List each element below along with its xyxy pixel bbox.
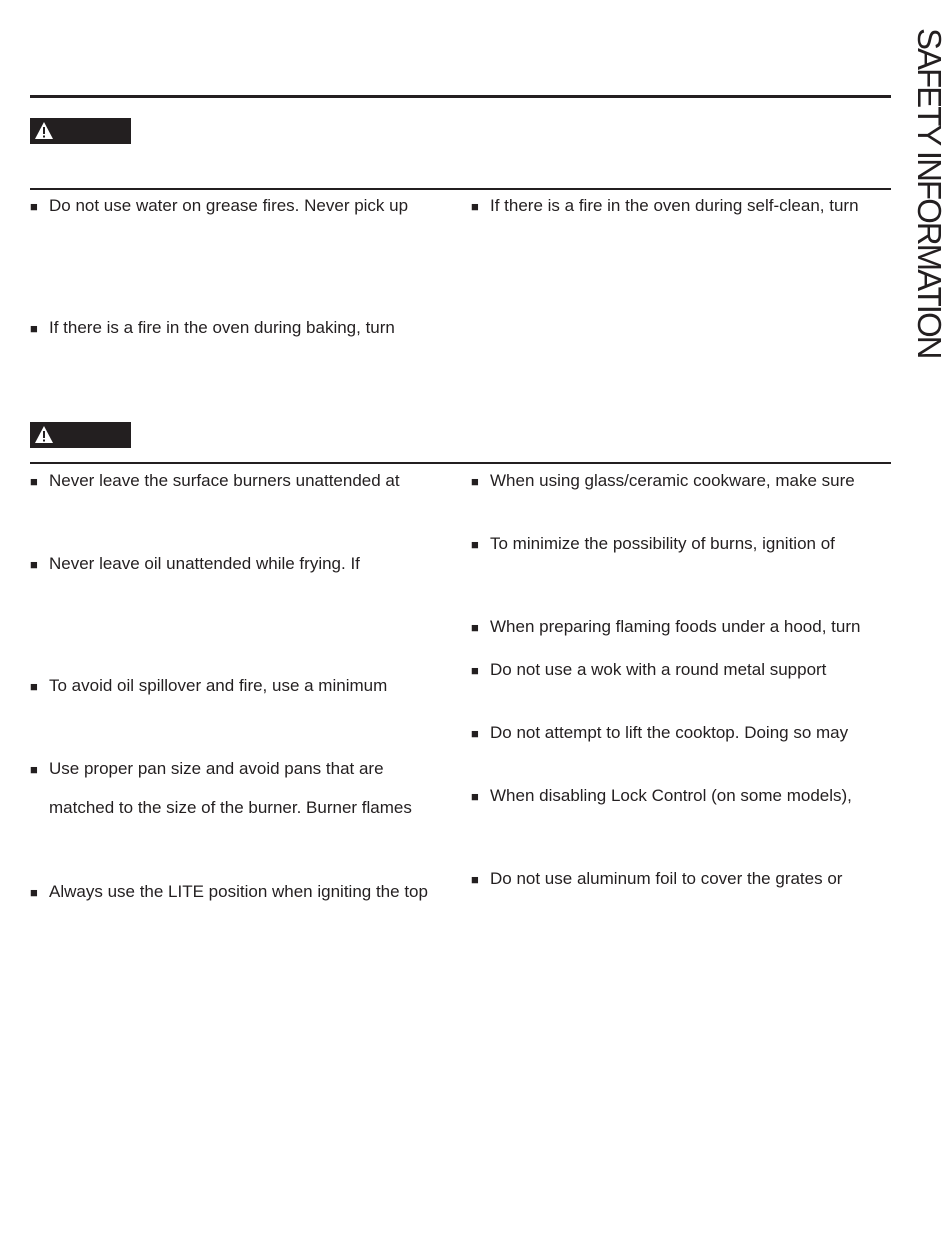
section-2-rule xyxy=(30,462,891,464)
warning-triangle-icon xyxy=(34,121,54,141)
bullet-icon: ■ xyxy=(471,789,479,804)
warning-triangle-icon xyxy=(34,425,54,445)
side-section-title: SAFETY INFORMATION xyxy=(911,28,948,358)
bullet-icon: ■ xyxy=(471,872,479,887)
bullet-icon: ■ xyxy=(30,885,38,900)
bullet-icon: ■ xyxy=(471,726,479,741)
bullet-icon: ■ xyxy=(30,199,38,214)
bullet-icon: ■ xyxy=(471,620,479,635)
bullet-icon: ■ xyxy=(30,321,38,336)
bullet-icon: ■ xyxy=(30,474,38,489)
bullet-icon: ■ xyxy=(30,557,38,572)
warning-label-2 xyxy=(30,422,131,448)
bullet-icon: ■ xyxy=(471,199,479,214)
bullet-icon: ■ xyxy=(30,679,38,694)
list-item-continuation: matched to the size of the burner. Burner flames xyxy=(49,798,412,817)
bullet-icon: ■ xyxy=(471,474,479,489)
bullet-icon: ■ xyxy=(471,663,479,678)
bullet-icon: ■ xyxy=(471,537,479,552)
bullet-icon: ■ xyxy=(30,762,38,777)
section-1-rule xyxy=(30,188,891,190)
warning-label-1 xyxy=(30,118,131,144)
top-rule xyxy=(30,95,891,98)
